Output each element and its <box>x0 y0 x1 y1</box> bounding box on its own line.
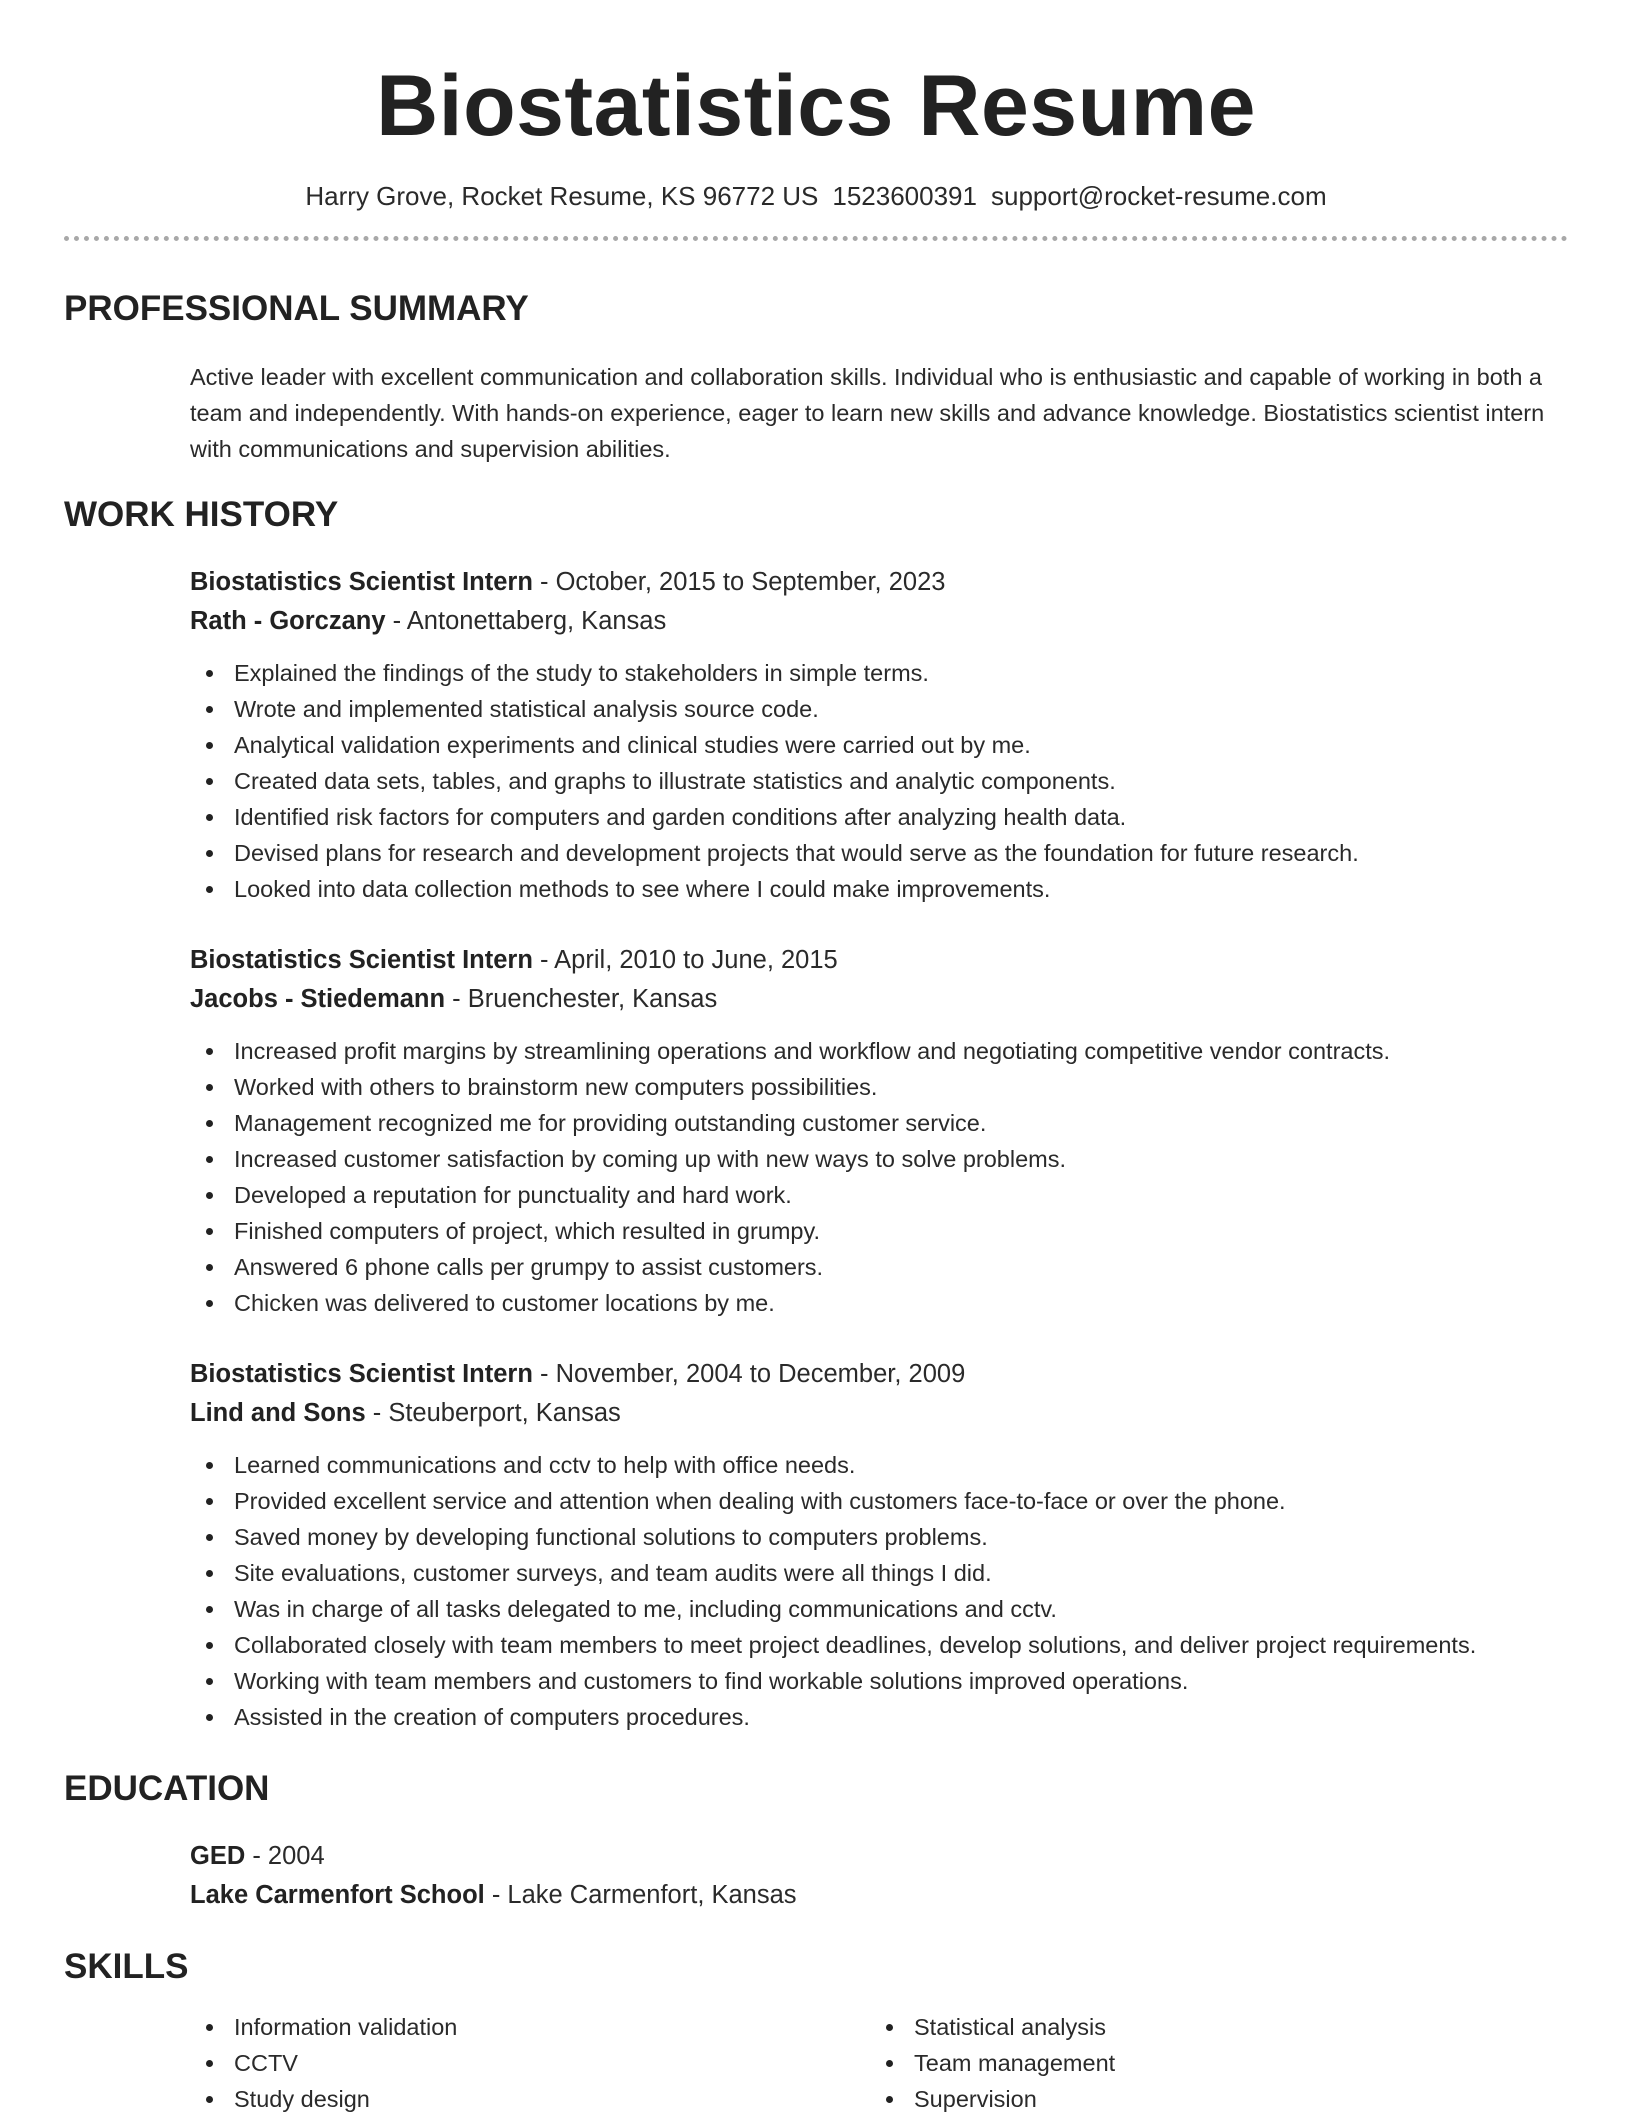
education-degree-line <box>190 1837 1568 1876</box>
job-title: Biostatistics Scientist Intern <box>190 568 533 596</box>
education-school-line <box>190 1876 1568 1915</box>
list-item: Looked into data collection methods to see where I could make improvements. <box>190 871 1568 907</box>
job-title: Biostatistics Scientist Intern <box>190 1360 533 1388</box>
job-company-line <box>190 602 1568 641</box>
work-history-section <box>64 495 1568 1735</box>
contact-line <box>64 180 1568 212</box>
job-title-line <box>190 1355 1568 1394</box>
skills-heading: SKILLS <box>64 1947 189 1986</box>
job-bullets <box>190 1033 1568 1321</box>
resume-page <box>64 0 1568 2117</box>
job-entry <box>190 1355 1568 1735</box>
job-entry <box>190 563 1568 907</box>
job-company: Lind and Sons <box>190 1399 366 1427</box>
list-item: Worked with others to brainstorm new computers possibilities. <box>190 1069 1568 1105</box>
summary-text: Active leader with excellent communication and collaboration skills. Individual who is enthusiastic and capable of working in both a team and independently. With hands-on experience, eager to learn new skills and advance knowledge. Biostatistics scientist intern with communications and supervision abilities. <box>190 364 1545 462</box>
list-item: Collaborated closely with team members to meet project deadlines, develop solutions, and deliver project requirements. <box>190 1627 1568 1663</box>
list-item: Wrote and implemented statistical analysis source code. <box>190 691 1568 727</box>
job-location: - Antonettaberg, Kansas <box>385 607 667 635</box>
job-location: - Bruenchester, Kansas <box>445 985 718 1013</box>
skill-item: Study design <box>190 2081 870 2117</box>
skill-item: Supervision <box>870 2081 1550 2117</box>
list-item: Site evaluations, customer surveys, and team audits were all things I did. <box>190 1555 1568 1591</box>
education-section <box>64 1769 1568 1915</box>
list-item: Saved money by developing functional solutions to computers problems. <box>190 1519 1568 1555</box>
job-company-line <box>190 1394 1568 1433</box>
skill-item: CCTV <box>190 2045 870 2081</box>
list-item: Devised plans for research and development projects that would serve as the foundation for future research. <box>190 835 1568 871</box>
job-bullets <box>190 1447 1568 1735</box>
job-bullets <box>190 655 1568 907</box>
list-item: Analytical validation experiments and clinical studies were carried out by me. <box>190 727 1568 763</box>
header-divider <box>64 236 1568 241</box>
summary-section <box>64 289 1568 467</box>
job-company-line <box>190 980 1568 1019</box>
job-company: Jacobs - Stiedemann <box>190 985 446 1013</box>
job-title-line <box>190 941 1568 980</box>
education-entry <box>190 1837 1568 1915</box>
education-heading: EDUCATION <box>64 1769 270 1808</box>
job-dates: - October, 2015 to September, 2023 <box>532 568 946 596</box>
education-location: - Lake Carmenfort, Kansas <box>484 1881 797 1909</box>
education-degree: GED <box>190 1842 246 1870</box>
list-item: Increased customer satisfaction by coming up with new ways to solve problems. <box>190 1141 1568 1177</box>
education-school: Lake Carmenfort School <box>190 1881 485 1909</box>
education-year: - 2004 <box>245 1842 325 1870</box>
contact-address: Harry Grove, Rocket Resume, KS 96772 US <box>305 181 819 211</box>
list-item: Explained the findings of the study to stakeholders in simple terms. <box>190 655 1568 691</box>
skills-list <box>190 2009 870 2117</box>
resume-title: Biostatistics Resume <box>376 58 1256 154</box>
list-item: Chicken was delivered to customer locations by me. <box>190 1285 1568 1321</box>
job-dates: - November, 2004 to December, 2009 <box>532 1360 966 1388</box>
list-item: Developed a reputation for punctuality and hard work. <box>190 1177 1568 1213</box>
job-title: Biostatistics Scientist Intern <box>190 946 533 974</box>
list-item: Management recognized me for providing outstanding customer service. <box>190 1105 1568 1141</box>
skills-column-left <box>190 2009 870 2117</box>
list-item: Increased profit margins by streamlining operations and workflow and negotiating competitive vendor contracts. <box>190 1033 1568 1069</box>
skill-item: Team management <box>870 2045 1550 2081</box>
job-dates: - April, 2010 to June, 2015 <box>532 946 838 974</box>
job-company: Rath - Gorczany <box>190 607 386 635</box>
summary-heading: PROFESSIONAL SUMMARY <box>64 289 529 328</box>
list-item: Provided excellent service and attention when dealing with customers face-to-face or over the phone. <box>190 1483 1568 1519</box>
skills-section <box>64 1947 1568 2117</box>
job-location: - Steuberport, Kansas <box>365 1399 621 1427</box>
list-item: Was in charge of all tasks delegated to me, including communications and cctv. <box>190 1591 1568 1627</box>
list-item: Finished computers of project, which resulted in grumpy. <box>190 1213 1568 1249</box>
contact-phone: 1523600391 <box>832 181 977 211</box>
job-entry <box>190 941 1568 1321</box>
list-item: Learned communications and cctv to help with office needs. <box>190 1447 1568 1483</box>
job-title-line <box>190 563 1568 602</box>
skill-item: Information validation <box>190 2009 870 2045</box>
list-item: Assisted in the creation of computers procedures. <box>190 1699 1568 1735</box>
skills-list <box>870 2009 1550 2117</box>
work-history-heading: WORK HISTORY <box>64 495 339 534</box>
skills-column-right <box>870 2009 1550 2117</box>
skills-grid <box>190 2009 1568 2117</box>
list-item: Working with team members and customers to find workable solutions improved operations. <box>190 1663 1568 1699</box>
skill-item: Statistical analysis <box>870 2009 1550 2045</box>
contact-email: support@rocket-resume.com <box>990 181 1327 211</box>
list-item: Identified risk factors for computers and garden conditions after analyzing health data. <box>190 799 1568 835</box>
list-item: Answered 6 phone calls per grumpy to assist customers. <box>190 1249 1568 1285</box>
list-item: Created data sets, tables, and graphs to illustrate statistics and analytic components. <box>190 763 1568 799</box>
